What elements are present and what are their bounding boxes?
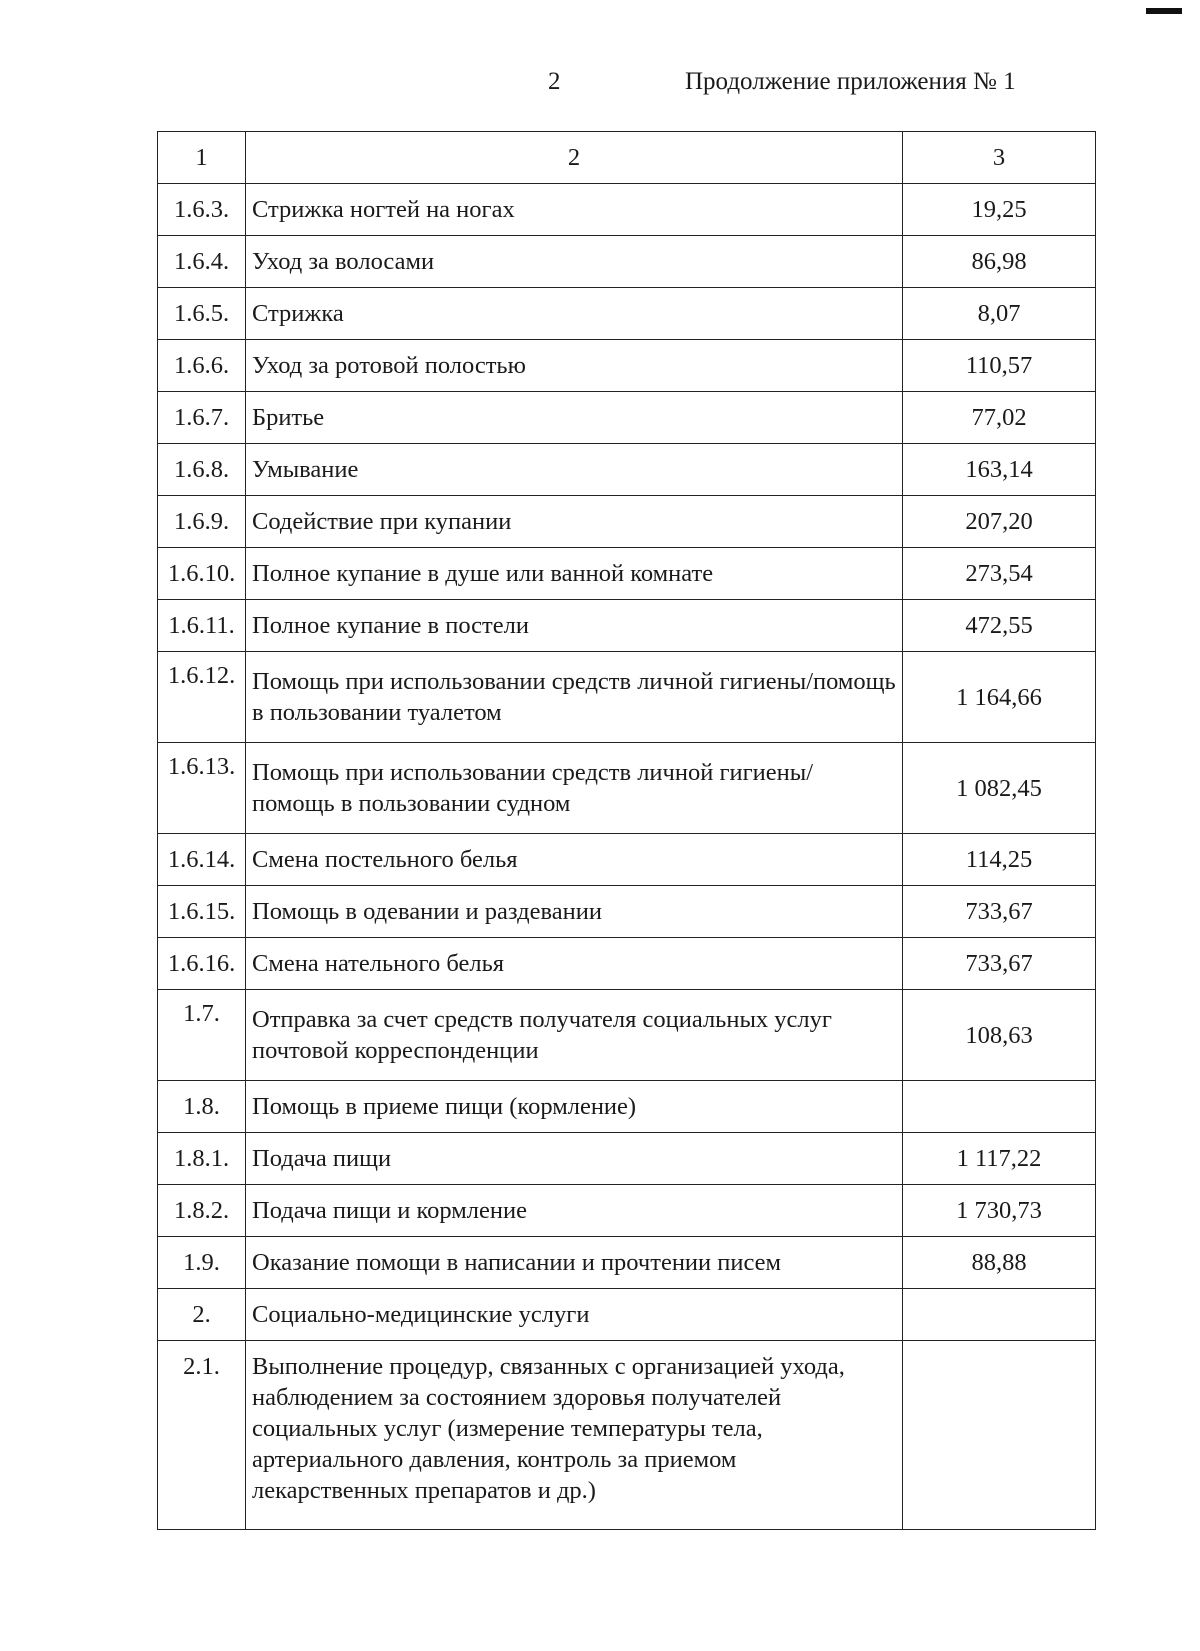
service-name-cell: Помощь в одевании и раздевании	[246, 886, 903, 938]
table-row	[158, 236, 1096, 288]
price-cell	[903, 1081, 1096, 1133]
row-number-cell: 1.6.9.	[158, 496, 246, 548]
table-row	[158, 743, 1096, 834]
price-cell: 86,98	[903, 236, 1096, 288]
service-name-cell: Содействие при купании	[246, 496, 903, 548]
table-row	[158, 340, 1096, 392]
table-row	[158, 938, 1096, 990]
table-row	[158, 652, 1096, 743]
price-cell: 108,63	[903, 990, 1096, 1081]
table-row	[158, 1185, 1096, 1237]
row-number-cell: 1.6.4.	[158, 236, 246, 288]
price-cell: 1 730,73	[903, 1185, 1096, 1237]
table-row	[158, 1237, 1096, 1289]
table-row	[158, 184, 1096, 236]
service-name-cell: Смена нательного белья	[246, 938, 903, 990]
table-row	[158, 834, 1096, 886]
price-cell: 733,67	[903, 938, 1096, 990]
row-number-cell: 1.6.11.	[158, 600, 246, 652]
service-name-cell: Смена постельного белья	[246, 834, 903, 886]
row-number-cell: 1.7.	[158, 990, 246, 1081]
service-name-cell: Полное купание в душе или ванной комнате	[246, 548, 903, 600]
service-name-cell: Полное купание в постели	[246, 600, 903, 652]
row-number-cell: 1.6.13.	[158, 743, 246, 834]
services-price-table	[157, 131, 1096, 1530]
row-number-cell: 1.8.2.	[158, 1185, 246, 1237]
row-number-cell: 1.8.1.	[158, 1133, 246, 1185]
table-row	[158, 1081, 1096, 1133]
service-name-cell: Подача пищи	[246, 1133, 903, 1185]
price-cell	[903, 1289, 1096, 1341]
table-row	[158, 886, 1096, 938]
service-name-cell: Оказание помощи в написании и прочтении писем	[246, 1237, 903, 1289]
service-name-cell: Отправка за счет средств получателя социальных услуг почтовой корреспонденции	[246, 990, 903, 1081]
table-header-row	[158, 132, 1096, 184]
row-number-cell: 1.6.16.	[158, 938, 246, 990]
price-cell: 1 164,66	[903, 652, 1096, 743]
price-cell: 77,02	[903, 392, 1096, 444]
row-number-cell: 1.6.15.	[158, 886, 246, 938]
service-name-cell: Помощь в приеме пищи (кормление)	[246, 1081, 903, 1133]
column-header-price: 3	[903, 132, 1096, 184]
price-cell: 1 082,45	[903, 743, 1096, 834]
service-name-cell: Помощь при использовании средств личной гигиены/ помощь в пользовании судном	[246, 743, 903, 834]
service-name-cell: Умывание	[246, 444, 903, 496]
price-cell: 88,88	[903, 1237, 1096, 1289]
price-cell: 472,55	[903, 600, 1096, 652]
column-header-number: 1	[158, 132, 246, 184]
row-number-cell: 1.8.	[158, 1081, 246, 1133]
service-name-cell: Помощь при использовании средств личной гигиены/помощь в пользовании туалетом	[246, 652, 903, 743]
price-cell: 8,07	[903, 288, 1096, 340]
price-cell: 733,67	[903, 886, 1096, 938]
price-cell: 163,14	[903, 444, 1096, 496]
row-number-cell: 1.6.14.	[158, 834, 246, 886]
row-number-cell: 1.6.6.	[158, 340, 246, 392]
service-name-cell: Социально-медицинские услуги	[246, 1289, 903, 1341]
table-row	[158, 548, 1096, 600]
table-row	[158, 1341, 1096, 1530]
row-number-cell: 1.6.10.	[158, 548, 246, 600]
table-row	[158, 496, 1096, 548]
price-cell: 19,25	[903, 184, 1096, 236]
service-name-cell: Уход за волосами	[246, 236, 903, 288]
service-name-cell: Стрижка	[246, 288, 903, 340]
corner-scan-mark	[1146, 8, 1182, 14]
row-number-cell: 2.1.	[158, 1341, 246, 1530]
price-cell	[903, 1341, 1096, 1530]
price-cell: 114,25	[903, 834, 1096, 886]
service-name-cell: Выполнение процедур, связанных с организацией ухода, наблюдением за состоянием здоровья получателей социальных услуг (измерение температуры тела, артериального давления, контроль за приемом лекарственных препаратов и др.)	[246, 1341, 903, 1530]
table-row	[158, 392, 1096, 444]
row-number-cell: 1.9.	[158, 1237, 246, 1289]
table-row	[158, 990, 1096, 1081]
service-name-cell: Бритье	[246, 392, 903, 444]
table-row	[158, 600, 1096, 652]
row-number-cell: 1.6.5.	[158, 288, 246, 340]
table-row	[158, 288, 1096, 340]
price-cell: 273,54	[903, 548, 1096, 600]
table-row	[158, 1133, 1096, 1185]
price-cell: 1 117,22	[903, 1133, 1096, 1185]
service-name-cell: Подача пищи и кормление	[246, 1185, 903, 1237]
page-number: 2	[548, 68, 561, 95]
table-row	[158, 444, 1096, 496]
appendix-continuation-title: Продолжение приложения № 1	[685, 68, 1016, 95]
price-cell: 207,20	[903, 496, 1096, 548]
row-number-cell: 2.	[158, 1289, 246, 1341]
row-number-cell: 1.6.8.	[158, 444, 246, 496]
row-number-cell: 1.6.12.	[158, 652, 246, 743]
column-header-service: 2	[246, 132, 903, 184]
row-number-cell: 1.6.3.	[158, 184, 246, 236]
service-name-cell: Уход за ротовой полостью	[246, 340, 903, 392]
row-number-cell: 1.6.7.	[158, 392, 246, 444]
service-name-cell: Стрижка ногтей на ногах	[246, 184, 903, 236]
price-cell: 110,57	[903, 340, 1096, 392]
table-row	[158, 1289, 1096, 1341]
